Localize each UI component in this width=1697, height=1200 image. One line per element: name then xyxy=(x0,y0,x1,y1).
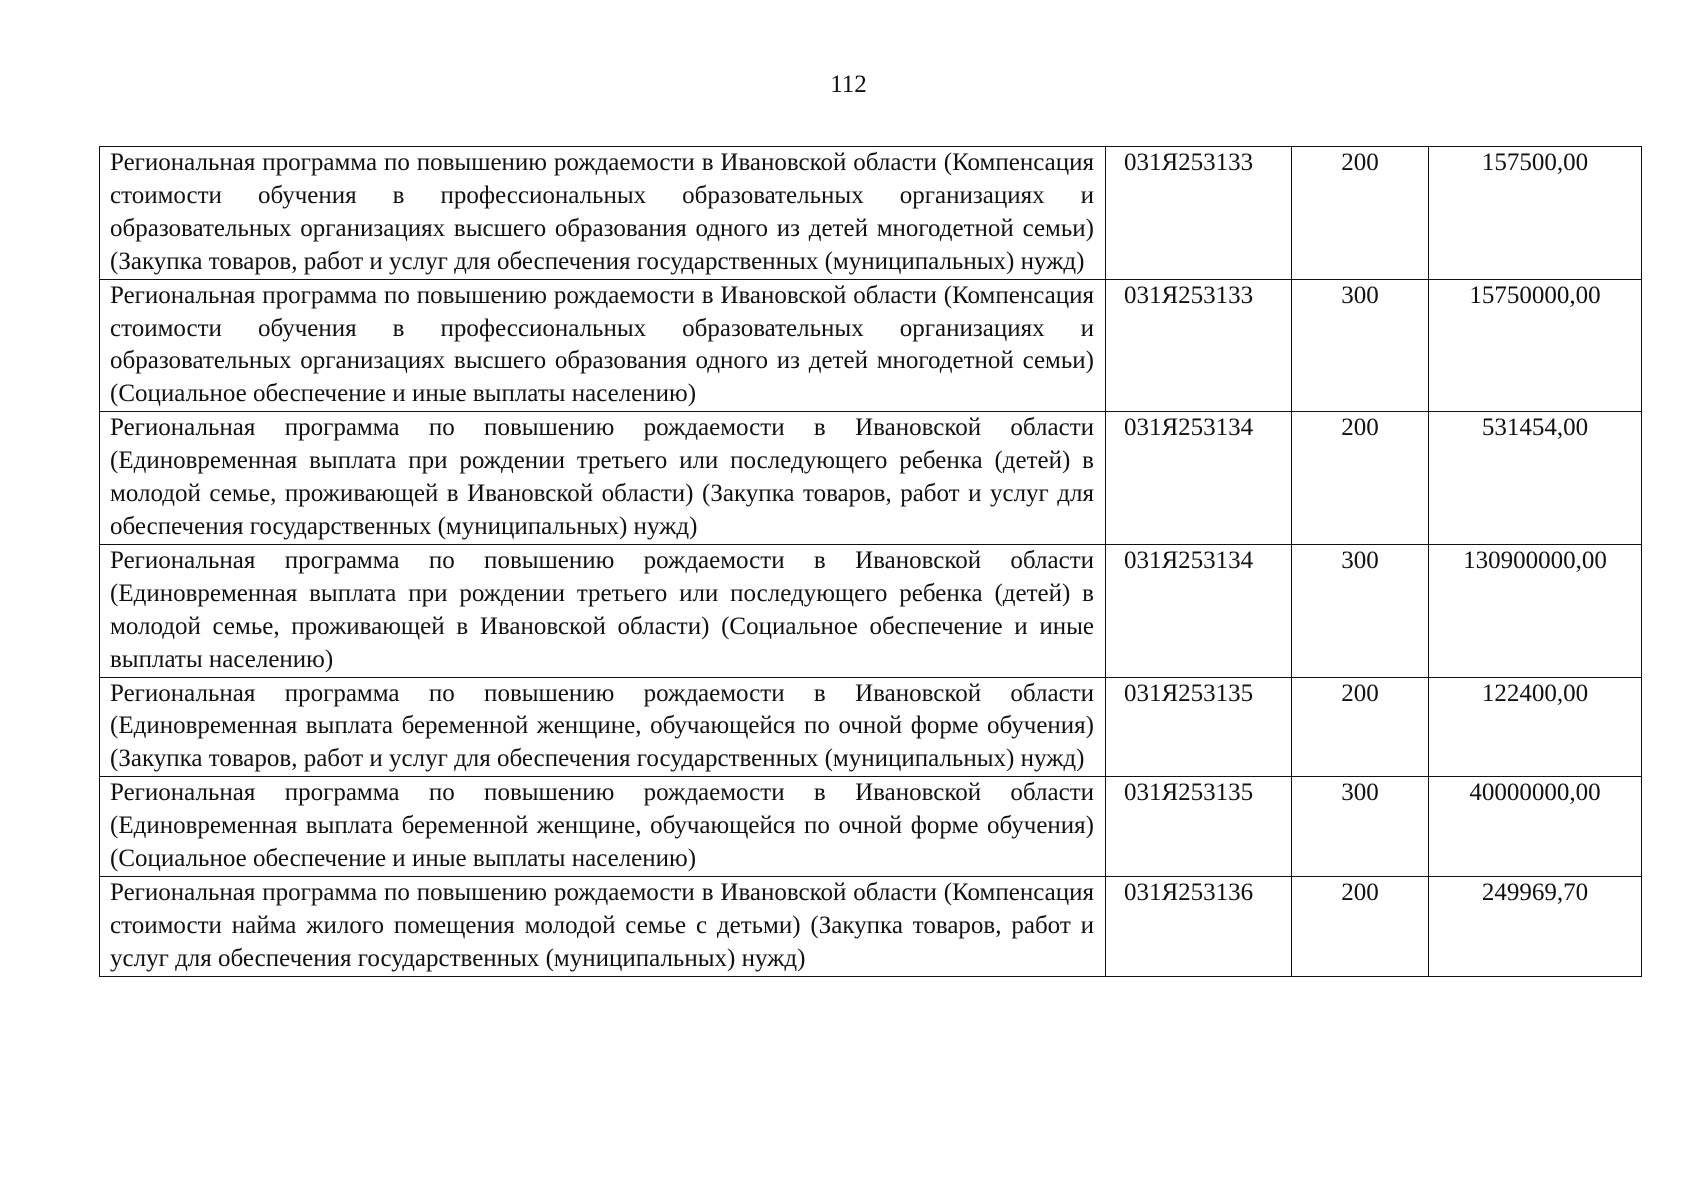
table-row xyxy=(100,677,1642,777)
table-row xyxy=(100,147,1642,280)
table-row xyxy=(100,412,1642,545)
page-number: 112 xyxy=(830,71,867,98)
row-target-code: 031Я253134 xyxy=(1106,412,1292,545)
row-amount: 122400,00 xyxy=(1429,677,1642,777)
row-description: Региональная программа по повышению рождаемости в Ивановской области (Единовременная выплата при рождении третьего или последующего ребенка (детей) в молодой семье, проживающей в Ивановской области) (Закупка товаров, работ и услуг для обеспечения государственных (муниципальных) нужд) xyxy=(100,412,1106,545)
row-description: Региональная программа по повышению рождаемости в Ивановской области (Единовременная выплата беременной женщине, обучающейся по очной форме обучения) (Закупка товаров, работ и услуг для обеспечения государственных (муниципальных) нужд) xyxy=(100,677,1106,777)
row-target-code: 031Я253133 xyxy=(1106,279,1292,412)
row-target-code: 031Я253136 xyxy=(1106,876,1292,976)
row-expense-type: 300 xyxy=(1292,777,1429,877)
row-expense-type: 300 xyxy=(1292,279,1429,412)
table-row xyxy=(100,279,1642,412)
table-row xyxy=(100,544,1642,677)
row-target-code: 031Я253133 xyxy=(1106,147,1292,280)
row-expense-type: 200 xyxy=(1292,876,1429,976)
table-row xyxy=(100,777,1642,877)
row-amount: 249969,70 xyxy=(1429,876,1642,976)
row-amount: 40000000,00 xyxy=(1429,777,1642,877)
row-description: Региональная программа по повышению рождаемости в Ивановской области (Компенсация стоимости обучения в профессиональных образовательных организациях и образовательных организациях высшего образования одного из детей многодетной семьи) (Закупка товаров, работ и услуг для обеспечения государственных (муниципальных) нужд) xyxy=(100,147,1106,280)
row-description: Региональная программа по повышению рождаемости в Ивановской области (Единовременная выплата при рождении третьего или последующего ребенка (детей) в молодой семье, проживающей в Ивановской области) (Социальное обеспечение и иные выплаты населению) xyxy=(100,544,1106,677)
budget-table xyxy=(99,146,1642,977)
row-target-code: 031Я253134 xyxy=(1106,544,1292,677)
row-amount: 157500,00 xyxy=(1429,147,1642,280)
row-target-code: 031Я253135 xyxy=(1106,677,1292,777)
row-description: Региональная программа по повышению рождаемости в Ивановской области (Единовременная выплата беременной женщине, обучающейся по очной форме обучения) (Социальное обеспечение и иные выплаты населению) xyxy=(100,777,1106,877)
row-amount: 130900000,00 xyxy=(1429,544,1642,677)
row-expense-type: 300 xyxy=(1292,544,1429,677)
row-amount: 531454,00 xyxy=(1429,412,1642,545)
table-row xyxy=(100,876,1642,976)
row-description: Региональная программа по повышению рождаемости в Ивановской области (Компенсация стоимости обучения в профессиональных образовательных организациях и образовательных организациях высшего образования одного из детей многодетной семьи) (Социальное обеспечение и иные выплаты населению) xyxy=(100,279,1106,412)
row-expense-type: 200 xyxy=(1292,147,1429,280)
row-amount: 15750000,00 xyxy=(1429,279,1642,412)
row-expense-type: 200 xyxy=(1292,412,1429,545)
row-description: Региональная программа по повышению рождаемости в Ивановской области (Компенсация стоимости найма жилого помещения молодой семье с детьми) (Закупка товаров, работ и услуг для обеспечения государственных (муниципальных) нужд) xyxy=(100,876,1106,976)
row-target-code: 031Я253135 xyxy=(1106,777,1292,877)
row-expense-type: 200 xyxy=(1292,677,1429,777)
